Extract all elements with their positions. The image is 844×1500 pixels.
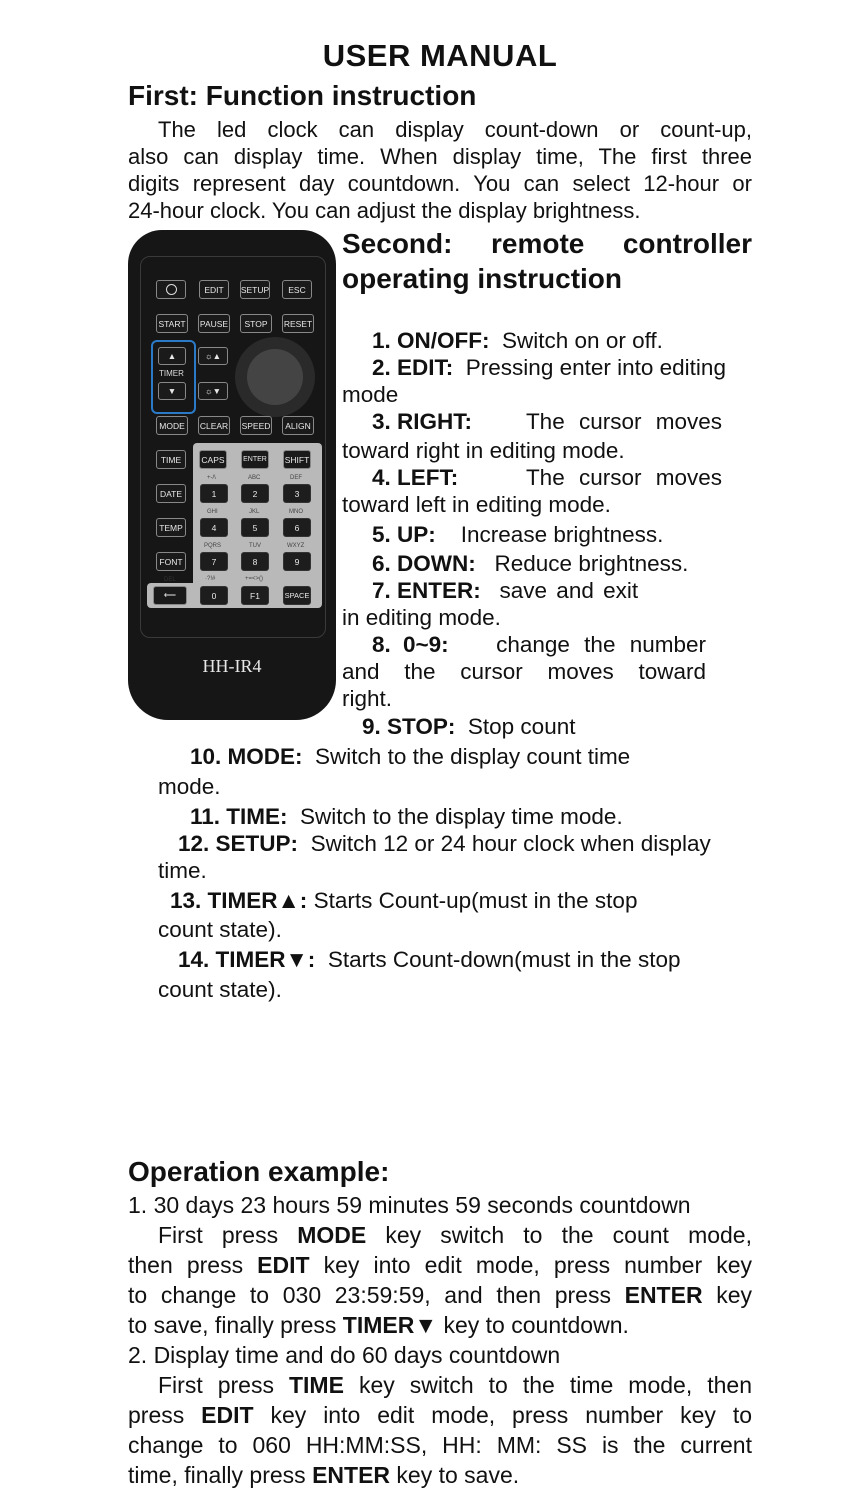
mode-key: MODE — [156, 416, 188, 435]
instruction-item-12-cont: time. — [158, 858, 207, 883]
up-arrow-icon: ▲ — [167, 351, 177, 361]
brightness-up-key — [198, 347, 228, 365]
remote-model-label: HH-IR4 — [202, 656, 262, 676]
caps-key: CAPS — [199, 450, 227, 469]
power-key — [156, 280, 186, 299]
example-1-title: 1. 30 days 23 hours 59 minutes 59 seconds countdown — [128, 1192, 691, 1218]
section-heading-example: Operation example: — [128, 1156, 390, 1187]
instruction-item-7-cont: in editing mode. — [342, 605, 501, 630]
temp-key: TEMP — [156, 518, 186, 537]
function-line: The led clock can display count-down or count-up, — [158, 117, 752, 142]
shift-key: SHIFT — [283, 450, 311, 469]
section-heading-remote: Second: remote controller — [342, 228, 752, 259]
function-paragraph — [128, 116, 752, 224]
key-sublabel: DEF — [290, 475, 302, 481]
instruction-item-9: 9. STOP: Stop count — [362, 714, 576, 739]
clear-key: CLEAR — [198, 416, 230, 435]
enter-key: ENTER — [241, 450, 269, 469]
instruction-item-11: 11. TIME: Switch to the display time mode. — [190, 804, 623, 829]
setup-key: SETUP — [240, 280, 270, 299]
instruction-item-14: 14. TIMER▼: Starts Count-down(must in the stop — [178, 947, 681, 972]
instruction-item-7: 7. ENTER: save and exit — [372, 578, 639, 603]
key-7: 7 — [200, 552, 228, 571]
page-title: USER MANUAL — [322, 38, 558, 73]
key-sublabel: MNO — [289, 509, 303, 515]
brightness-down-icon: ☼▼ — [204, 386, 222, 396]
key-8: 8 — [241, 552, 269, 571]
timer-label: TIMER — [159, 369, 184, 378]
section-heading-function: First: Function instruction — [128, 80, 477, 111]
instruction-item-8-cont2: right. — [342, 686, 393, 711]
instruction-item-3-cont: toward right in editing mode. — [342, 438, 625, 463]
instruction-item-2: 2. EDIT: Pressing enter into editing — [372, 355, 726, 380]
time-key: TIME — [156, 450, 186, 469]
backspace-arrow-icon: ⟵ — [163, 590, 177, 600]
key-0: 0 — [200, 586, 228, 605]
example-line: change to 060 HH:MM:SS, HH: MM: SS is the current — [128, 1432, 752, 1458]
down-arrow-icon: ▼ — [167, 386, 177, 396]
instruction-item-4: 4. LEFT: The cursor moves — [372, 465, 722, 490]
key-1: 1 — [200, 484, 228, 503]
instruction-item-10-cont: mode. — [158, 774, 221, 799]
instruction-item-5: 5. UP: Increase brightness. — [372, 522, 664, 547]
space-key: SPACE — [283, 586, 311, 605]
speed-key: SPEED — [240, 416, 272, 435]
date-key: DATE — [156, 484, 186, 503]
key-sublabel: GHI — [207, 509, 218, 515]
function-line: also can display time. When display time, The first three — [128, 144, 752, 169]
function-line: 24-hour clock. You can adjust the display brightness. — [128, 198, 641, 223]
instruction-item-1: 1. ON/OFF: Switch on or off. — [372, 328, 663, 353]
instruction-item-8-cont: and the cursor moves toward — [342, 659, 706, 684]
example-line: to save, finally press TIMER▼ key to countdown. — [128, 1312, 629, 1338]
instruction-item-12: 12. SETUP: Switch 12 or 24 hour clock when display — [178, 831, 711, 856]
start-key: START — [156, 314, 188, 333]
section-heading-remote-line2: operating instruction — [342, 263, 622, 294]
instruction-item-13: 13. TIMER▲: Starts Count-up(must in the stop — [170, 888, 638, 913]
key-sublabel: WXYZ — [287, 543, 305, 549]
example-line: time, finally press ENTER key to save. — [128, 1462, 520, 1488]
example-2-title: 2. Display time and do 60 days countdown — [128, 1342, 561, 1368]
key-6: 6 — [283, 518, 311, 537]
instruction-item-14-cont: count state). — [158, 977, 282, 1002]
power-icon — [166, 284, 177, 295]
key-4: 4 — [200, 518, 228, 537]
instruction-item-13-cont: count state). — [158, 917, 282, 942]
key-2: 2 — [241, 484, 269, 503]
example-line: to change to 030 23:59:59, and then press ENTER key — [128, 1282, 752, 1308]
instruction-item-10: 10. MODE: Switch to the display count time — [190, 744, 631, 769]
key-sublabel: TUV — [249, 543, 261, 549]
pause-key: PAUSE — [198, 314, 230, 333]
example-paragraph — [128, 1190, 752, 1490]
key-sublabel: +=<>() — [245, 576, 264, 582]
direction-pad-center — [247, 349, 303, 405]
example-line: then press EDIT key into edit mode, press number key — [128, 1252, 752, 1278]
f1-key: F1 — [241, 586, 269, 605]
reset-key: RESET — [282, 314, 314, 333]
instruction-item-3: 3. RIGHT: The cursor moves — [372, 409, 722, 434]
example-line: press EDIT key into edit mode, press number key to — [128, 1402, 753, 1428]
key-sublabel: JKL — [249, 509, 260, 515]
instruction-item-6: 6. DOWN: Reduce brightness. — [372, 551, 689, 576]
key-sublabel: PQRS — [204, 543, 222, 549]
instruction-item-8: 8. 0~9: change the number — [372, 632, 706, 657]
stop-key: STOP — [240, 314, 272, 333]
align-key: ALIGN — [282, 416, 314, 435]
del-label: DEL — [164, 577, 176, 583]
brightness-down-key — [198, 382, 228, 400]
key-9: 9 — [283, 552, 311, 571]
edit-key: EDIT — [199, 280, 229, 299]
instruction-item-2-cont: mode — [342, 382, 399, 407]
example-line: First press TIME key switch to the time mode, then — [158, 1372, 753, 1398]
font-key: FONT — [156, 552, 186, 571]
key-5: 5 — [241, 518, 269, 537]
key-3: 3 — [283, 484, 311, 503]
example-line: First press MODE key switch to the count mode, — [158, 1222, 752, 1248]
esc-key: ESC — [282, 280, 312, 299]
timer-down-key — [158, 382, 186, 400]
key-sublabel: ·?!# — [205, 576, 216, 582]
timer-up-key — [158, 347, 186, 365]
function-line: digits represent day countdown. You can select 12-hour or — [128, 171, 752, 196]
brightness-up-icon: ☼▲ — [204, 351, 222, 361]
key-sublabel: +-/\ — [207, 475, 216, 481]
del-key — [153, 586, 187, 605]
key-sublabel: ABC — [248, 475, 261, 481]
instruction-item-4-cont: toward left in editing mode. — [342, 492, 611, 517]
